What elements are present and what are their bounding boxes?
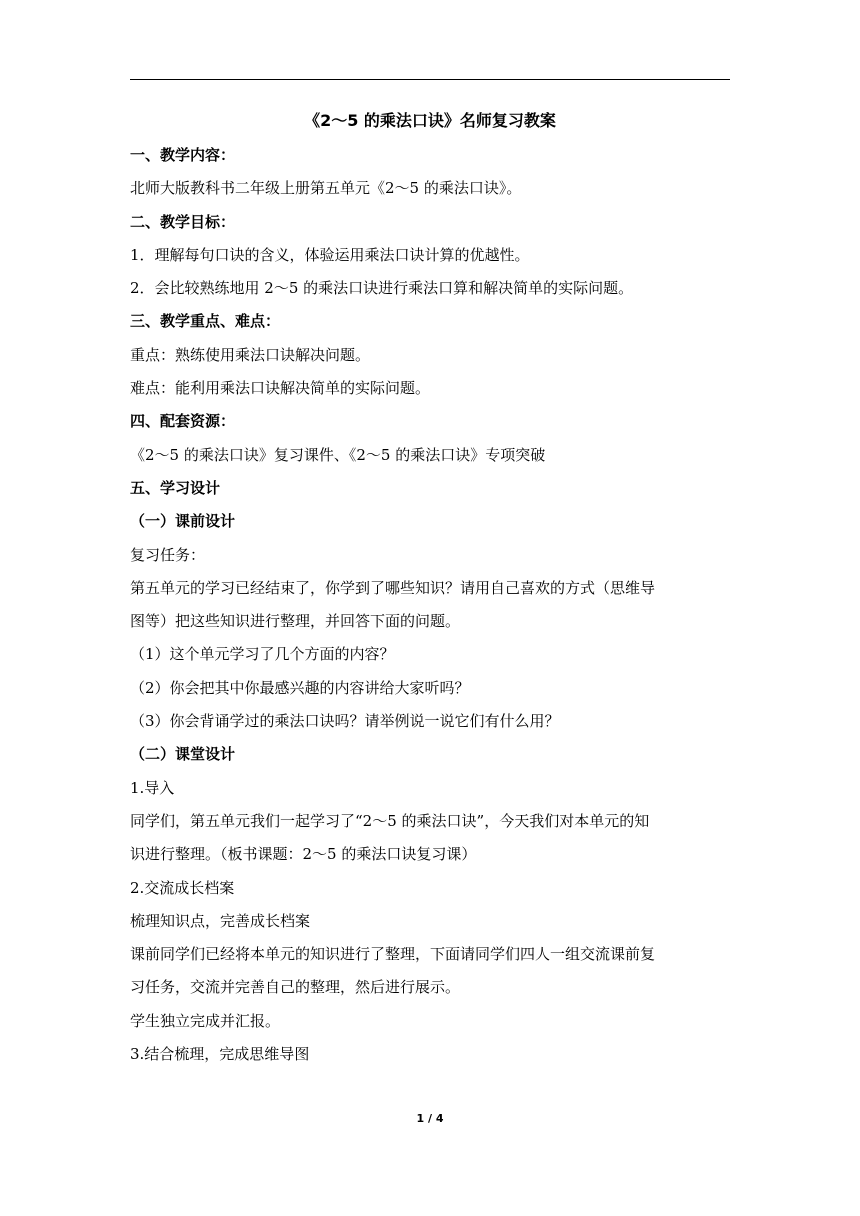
question-item: （3）你会背诵学过的乘法口诀吗？请举例说一说它们有什么用？ [130, 712, 560, 731]
paragraph: 重点：熟练使用乘法口诀解决问题。 [130, 345, 371, 364]
paragraph: 学生独立完成并汇报。 [130, 1011, 281, 1030]
paragraph: 2．会比较熟练地用 2～5 的乘法口诀进行乘法口算和解决简单的实际问题。 [130, 279, 634, 298]
paragraph: 3.结合梳理，完成思维导图 [130, 1045, 310, 1064]
question-item: （1）这个单元学习了几个方面的内容？ [130, 645, 395, 664]
paragraph: 习任务，交流并完善自己的整理，然后进行展示。 [130, 978, 461, 997]
paragraph: 第五单元的学习已经结束了，你学到了哪些知识？请用自己喜欢的方式（思维导 [130, 578, 656, 597]
paragraph: 复习任务： [130, 545, 206, 564]
subsection-heading-classroom: （二）课堂设计 [130, 745, 236, 764]
section-heading-content: 一、教学内容： [130, 146, 236, 164]
section-heading-design: 五、学习设计 [130, 478, 221, 497]
document-title: 《2～5 的乘法口诀》名师复习教案 [304, 111, 556, 130]
paragraph: 2.交流成长档案 [130, 878, 235, 897]
paragraph: 《2～5 的乘法口诀》复习课件、《2～5 的乘法口诀》专项突破 [130, 445, 546, 464]
section-heading-goals: 二、教学目标： [130, 212, 236, 231]
paragraph: 难点：能利用乘法口诀解决简单的实际问题。 [130, 379, 431, 398]
paragraph: 1.导入 [130, 778, 175, 797]
subsection-heading-preclass: （一）课前设计 [130, 512, 236, 531]
document-body [130, 143, 733, 1075]
paragraph: 梳理知识点，完善成长档案 [130, 911, 311, 930]
header-rule [130, 79, 730, 80]
paragraph: 图等）把这些知识进行整理，并回答下面的问题。 [130, 612, 461, 631]
question-item: （2）你会把其中你最感兴趣的内容讲给大家听吗？ [130, 678, 470, 697]
paragraph: 北师大版教科书二年级上册第五单元《2～5 的乘法口诀》。 [130, 179, 522, 198]
paragraph: 课前同学们已经将本单元的知识进行了整理，下面请同学们四人一组交流课前复 [130, 945, 656, 964]
paragraph: 同学们，第五单元我们一起学习了“2～5 的乘法口诀”，今天我们对本单元的知 [130, 811, 650, 830]
section-heading-resources: 四、配套资源： [130, 412, 236, 431]
paragraph: 识进行整理。（板书课题：2～5 的乘法口诀复习课） [130, 845, 477, 864]
section-heading-focus: 三、教学重点、难点： [130, 312, 281, 331]
page-indicator: 1 / 4 [416, 1112, 444, 1125]
paragraph: 1．理解每句口诀的含义，体验运用乘法口诀计算的优越性。 [130, 245, 530, 264]
